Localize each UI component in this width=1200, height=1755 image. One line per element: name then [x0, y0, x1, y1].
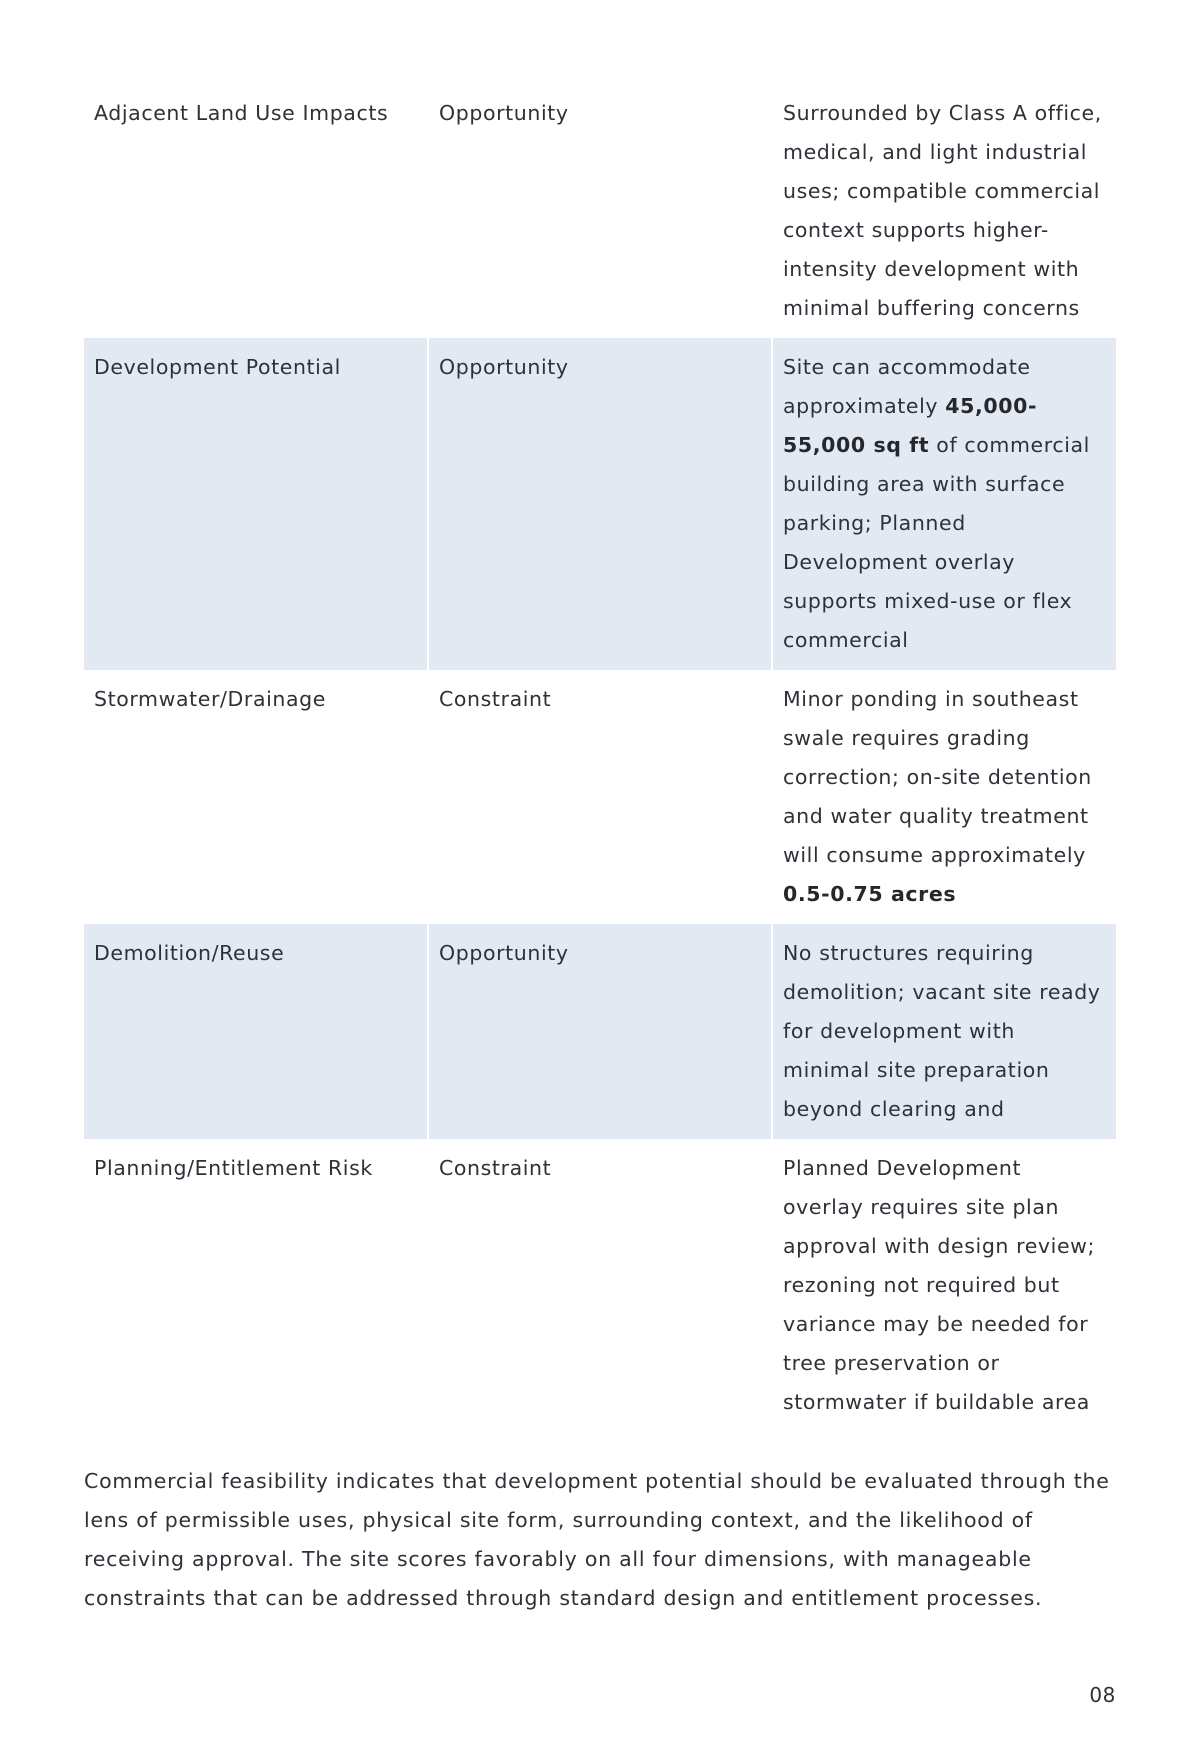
classification-cell: Opportunity: [427, 924, 771, 1139]
factor-cell: Planning/Entitlement Risk: [94, 1156, 373, 1180]
table-row: [84, 84, 1116, 338]
description-text: Minor ponding in southeast swale requires grading correction; on-site detention and water quality treatment will consume approximately: [783, 687, 1092, 867]
description-cell: [771, 924, 1116, 1139]
summary-paragraph: Commercial feasibility indicates that development potential should be evaluated through the lens of permissible uses, physical site form, surrounding context, and the likelihood of receiving approval. The site scores favorably on all four dimensions, with manageable constraints that can be addressed through standard design and entitlement processes.: [84, 1469, 1110, 1610]
classification-cell: Opportunity: [427, 338, 771, 670]
description-text: of commercial building area with surface parking; Planned Development overlay supports mixed-use or flex commercial: [783, 433, 1090, 652]
factor-cell: Demolition/Reuse: [84, 924, 427, 1139]
description-cell: [771, 338, 1116, 670]
table-row: [84, 924, 1116, 1139]
description-text: No structures requiring demolition; vacant site ready for development with minimal site preparation beyond clearing and: [783, 941, 1101, 1121]
table-row: [84, 1139, 1116, 1432]
description-emphasis: 45,000-55,000 sq ft: [783, 394, 1038, 457]
factor-cell: Stormwater/Drainage: [94, 687, 326, 711]
description-text: Site can accommodate approximately: [783, 355, 1031, 418]
site-factors-table: [84, 84, 1116, 1432]
classification-cell: Constraint: [439, 687, 552, 711]
description-text: Planned Development overlay requires site plan approval with design review; rezoning not required but variance may be needed for tree preservation or stormwater if buildable area: [783, 1156, 1096, 1414]
classification-cell: Constraint: [439, 1156, 552, 1180]
factor-cell: Adjacent Land Use Impacts: [94, 101, 389, 125]
description-cell: [771, 84, 1116, 338]
page-number: 08: [1089, 1683, 1116, 1707]
description-cell: [771, 670, 1116, 924]
table-row: [84, 670, 1116, 924]
classification-cell: Opportunity: [439, 101, 569, 125]
factor-cell: Development Potential: [84, 338, 427, 670]
page-content: [84, 84, 1116, 1639]
description-emphasis: 0.5-0.75 acres: [783, 882, 957, 906]
description-text: Surrounded by Class A office, medical, and light industrial uses; compatible commercial context supports higher-intensity development with minimal buffering concerns: [783, 101, 1102, 320]
table-row: [84, 338, 1116, 670]
description-cell: [771, 1139, 1116, 1432]
